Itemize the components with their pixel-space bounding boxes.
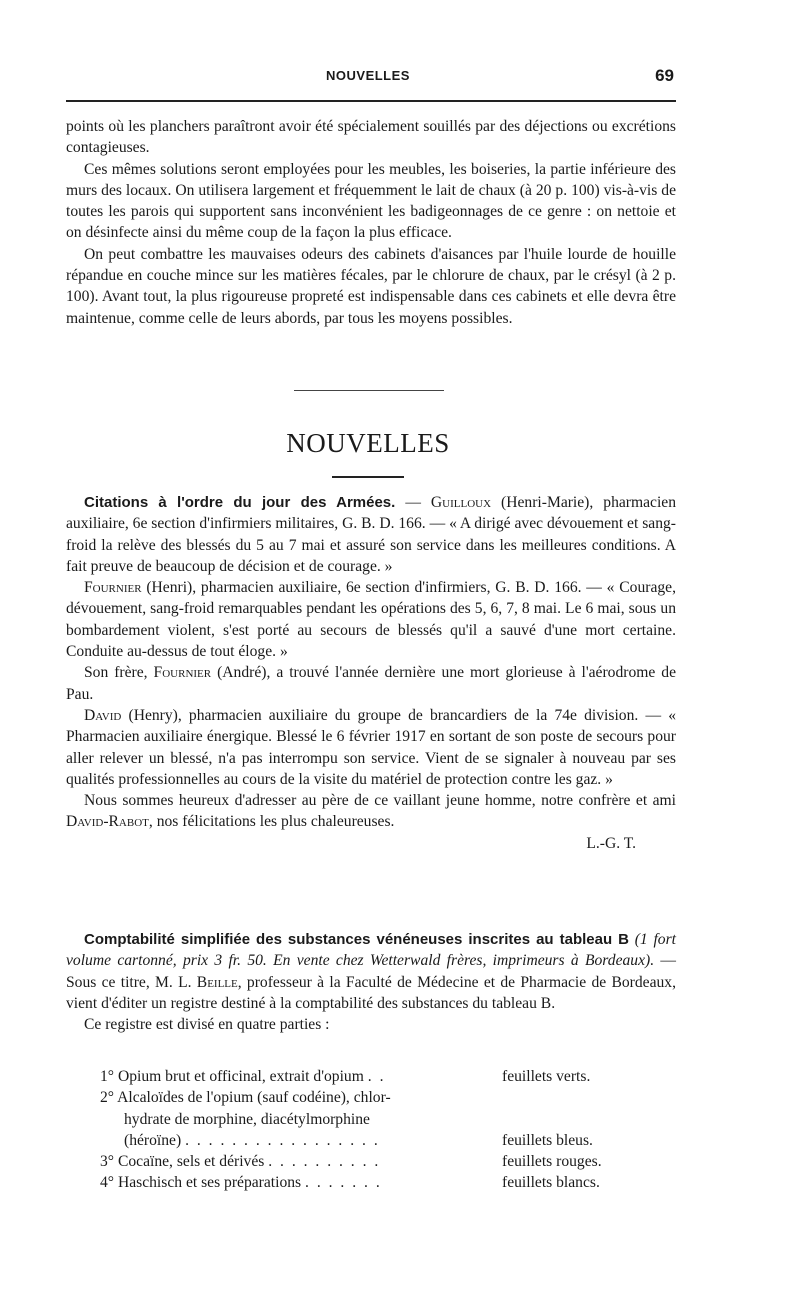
citation-text: (André), a trouvé l'année dernière une mort glorieuse à l'aérodrome de Pau. xyxy=(66,664,677,703)
leader-dots: . . . . . . . . . . . . . . . . . xyxy=(185,1131,380,1149)
intro-paragraph-2: Ces mêmes solutions seront employées pour les meubles, les boiseries, la partie inférieure des murs des locaux. On utilisera largement et fréquemment le lait de chaux (à 20 p. 100) vis-à-vis de toutes les parois qui supportent sans inconvénient les badigeonnages de ce genre : on nettoie et on désinfecte ainsi du même coup de la façon la plus efficace. xyxy=(66,160,676,242)
intro-paragraph-3: On peut combattre les mauvaises odeurs des cabinets d'aisances par l'huile lourde de houille répandue en couche mince sur les matières fécales, par le chlorure de chaux, par le crésyl (à 2 p. 100). Avant tout, la plus rigoureuse propreté est indispensable dans ces cabinets et elle devra être maintenue, comme celle de leurs abords, par tous les moyens possibles. xyxy=(66,245,676,327)
section-title: NOUVELLES xyxy=(286,428,450,458)
citation-text: Nous sommes heureux d'adresser au père de ce vaillant jeune homme, notre confrère et ami xyxy=(84,792,676,810)
running-title: NOUVELLES xyxy=(326,68,410,83)
citation-text: (Henry), pharmacien auxiliaire du groupe de brancardiers de la 74e division. — « Pharmacien auxiliaire énergique. Blessé le 6 février 1917 en sortant de son poste de secours pour aller relever un blessé, n'a pas interrompu son service. Vient de se signaler à nouveau par ses qualités professionnelles au cours de la visite du matériel de protection contre les gaz. » xyxy=(66,706,676,788)
title-rule xyxy=(332,476,404,478)
citation-text: (Henri), pharmacien auxiliaire, 6e section d'infirmiers, G. B. D. 166. — « Courage, dévouement, sang-froid remarquables pendant les opérations des 5, 6, 7, 8 mai. Le 6 mai, sous un bombardement violent, s'est porté au secours de blessés qu'il a sauvé d'une mort certaine. Conduite au-dessus de tout éloge. » xyxy=(66,579,676,661)
person-name: David-Rabot xyxy=(66,813,149,831)
item-value: feuillets bleus. xyxy=(502,1131,593,1149)
item-label: Alcaloïdes de l'opium (sauf codéine), chlor- xyxy=(117,1089,391,1107)
intro-paragraph-1: points où les planchers paraîtront avoir été spécialement souillés par des déjections ou excrétions contagieuses. xyxy=(66,118,676,157)
leader-dots: . . . . . . . xyxy=(305,1174,382,1192)
comptabilite-heading: Comptabilité simplifiée des substances vénéneuses inscrites au tableau B xyxy=(84,931,629,948)
running-header xyxy=(60,68,676,90)
citation-text: Son frère, xyxy=(84,664,154,682)
list-item-continued xyxy=(100,1109,680,1130)
leader-dots: . . xyxy=(367,1068,386,1085)
parts-list xyxy=(100,1066,680,1194)
citation-paragraph-2 xyxy=(66,577,676,662)
list-item xyxy=(100,1087,680,1108)
person-name: Guilloux xyxy=(430,494,492,511)
list-item xyxy=(100,1151,680,1172)
item-label: Haschisch et ses préparations xyxy=(117,1174,302,1192)
publication-note: (1 fort volume cartonné, prix 3 fr. 50. En vente chez Wetterwald frères, imprimeurs à Bordeaux). xyxy=(66,931,677,970)
person-name: Fournier xyxy=(84,579,142,597)
intro-text xyxy=(66,116,676,329)
list-item-continued xyxy=(100,1130,680,1151)
list-item xyxy=(100,1066,680,1087)
item-value: feuillets blancs. xyxy=(502,1174,600,1192)
citation-paragraph-4 xyxy=(66,705,676,790)
citation-paragraph-3 xyxy=(66,662,676,705)
item-label: Opium brut et officinal, extrait d'opium xyxy=(117,1068,364,1085)
item-label: Cocaïne, sels et dérivés xyxy=(117,1153,265,1171)
person-name: Beille xyxy=(196,973,238,991)
signature: L.-G. T. xyxy=(586,834,636,852)
comptabilite-paragraph-1 xyxy=(66,929,676,1014)
item-label-continued: (héroïne) xyxy=(124,1131,182,1149)
person-name: David xyxy=(84,706,122,724)
citation-paragraph-5 xyxy=(66,790,676,833)
page-number: 69 xyxy=(655,66,674,85)
item-label-continued: hydrate de morphine, diacétylmorphine xyxy=(124,1110,370,1128)
citation-text: , nos félicitations les plus chaleureuses. xyxy=(148,813,395,831)
item-number: 1° xyxy=(100,1068,115,1085)
citations-section xyxy=(66,492,676,854)
person-name: Fournier xyxy=(153,664,212,682)
item-number: 4° xyxy=(100,1174,115,1192)
item-number: 2° xyxy=(100,1089,115,1107)
body-text: , professeur à la Faculté de Médecine et de Pharmacie de Bordeaux, vient d'éditer un registre destiné à la comptabilité des substances du tableau B. xyxy=(66,973,676,1012)
comptabilite-paragraph-2: Ce registre est divisé en quatre parties : xyxy=(84,1016,330,1034)
header-rule xyxy=(66,100,676,102)
item-value: feuillets verts. xyxy=(502,1068,591,1085)
comptabilite-section xyxy=(66,929,676,1035)
citations-heading: Citations à l'ordre du jour des Armées. xyxy=(84,494,396,511)
item-number: 3° xyxy=(100,1153,115,1171)
item-value: feuillets rouges. xyxy=(502,1153,602,1171)
citation-paragraph-1: Citations à l'ordre du jour des Armées. — Guilloux (Henri-Marie), pharmacien auxiliaire, 6e section d'infirmiers militaires, G. B. D. 166. — « A dirigé avec dévouement et sang-froid la relève des blessés du 5 au 7 mai et assuré son service dans les meilleures conditions. A fait preuve de beaucoup de décision et de courage. » xyxy=(66,494,676,575)
leader-dots: . . . . . . . . . . xyxy=(268,1153,381,1171)
list-item xyxy=(100,1172,680,1193)
citation-text: (Henri-Marie), pharmacien auxiliaire, 6e section d'infirmiers militaires, G. B. D. 166. — « A dirigé avec dévouement et sang-froid la relève des blessés du 5 au 7 mai et assuré son service dans les meilleures conditions. A fait preuve de beaucoup de décision et de courage. » xyxy=(66,494,676,575)
separator-rule xyxy=(294,390,444,391)
body-text: — Sous ce titre, M. L. xyxy=(66,952,676,991)
